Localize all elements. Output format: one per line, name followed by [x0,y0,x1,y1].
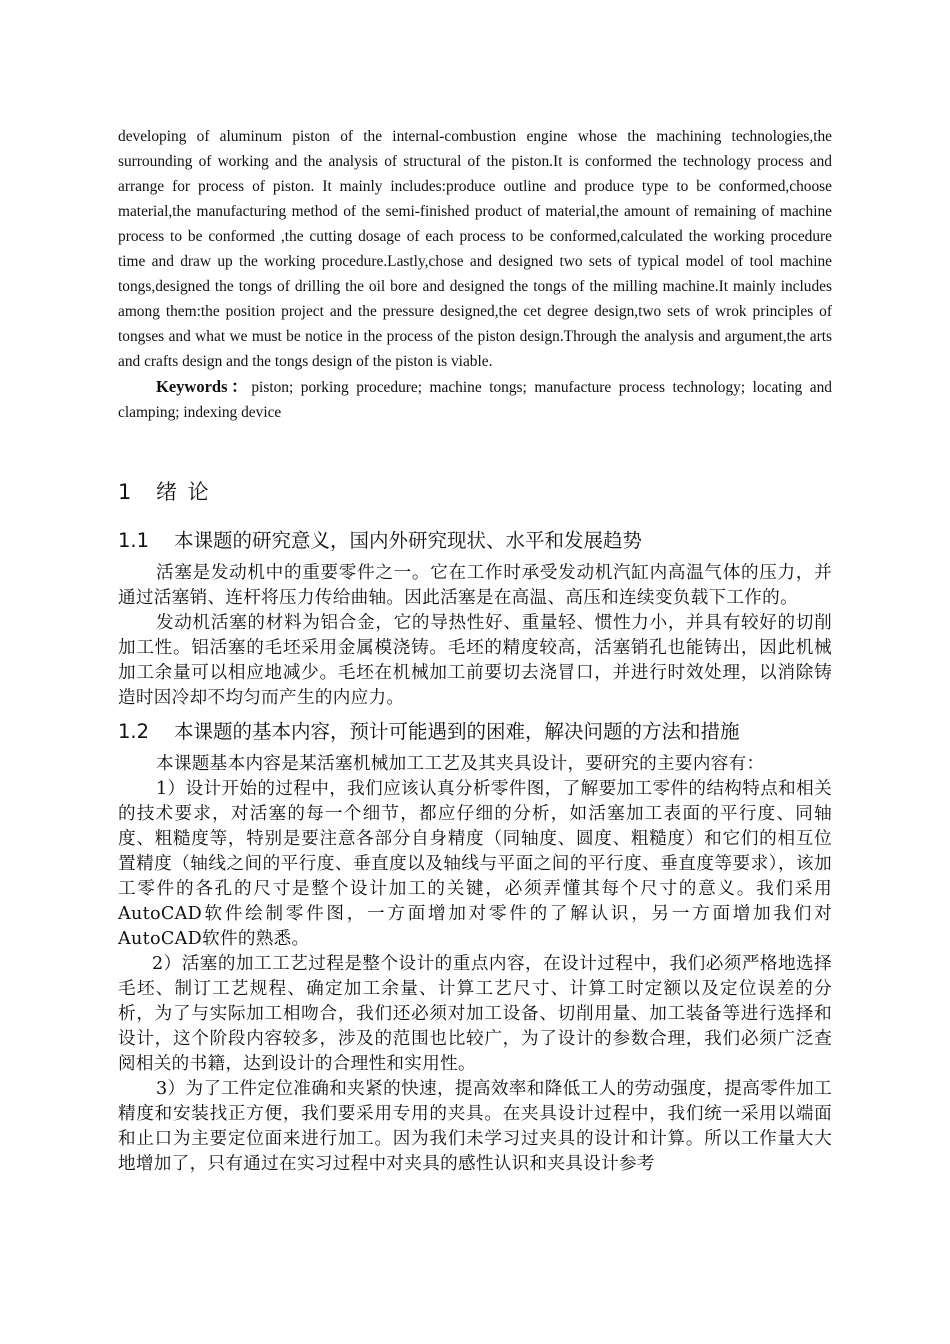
keywords-label: Keywords： [156,377,252,396]
keywords-paragraph [118,374,832,425]
section-title: 本课题的基本内容，预计可能遇到的困难，解决问题的方法和措施 [174,720,740,743]
body-paragraph: 活塞是发动机中的重要零件之一。它在工作时承受发动机汽缸内高温气体的压力，并通过活塞销、连杆将压力传给曲轴。因此活塞是在高温、高压和连续变负载下工作的。 [118,563,832,608]
list-item: 3）为了工件定位准确和夹紧的快速，提高效率和降低工人的劳动强度，提高零件加工精度和安装找正方便，我们要采用专用的夹具。在夹具设计过程中，我们统一采用以端面和止口为主要定位面来进行加工。因为我们未学习过夹具的设计和计算。所以工作量大大地增加了，只有通过在实习过程中对夹具的感性认识和夹具设计参考 [118,1079,832,1174]
section-heading-1-1 [118,528,832,554]
chapter-number: 1 [118,480,134,504]
section-title: 本课题的研究意义，国内外研究现状、水平和发展趋势 [174,529,643,552]
abstract-body: developing of aluminum piston of the internal-combustion engine whose the machining technologies,the surrounding of working and the analysis of structural of the piston.It is conformed the technology process and arrange for process of piston. It mainly includes:produce outline and produce type to be conformed,choose material,the manufacturing method of the semi-finished product of material,the amount of remaining of machine process to be conformed ,the cutting dosage of each process to be conformed,calculated the working procedure time and draw up the working procedure.Lastly,chose and designed two sets of typical model of tool machine tongs,designed the tongs of drilling the oil bore and designed the tongs of the milling machine.It mainly includes among them:the position project and the pressure designed,the cet degree design,two sets of wrok principles of tongses and what we must be notice in the process of the piston design.Through the analysis and argument,the arts and crafts design and the tongs design of the piston is viable. [118,128,832,370]
chapter-title: 绪 论 [156,480,211,504]
list-item: 2）活塞的加工工艺过程是整个设计的重点内容，在设计过程中，我们必须严格地选择毛坯、制订工艺规程、确定加工余量、计算工艺尺寸、计算工时定额以及定位误差的分析，为了与实际加工相吻合，我们还必须对加工设备、切削用量、加工装备等进行选择和设计，这个阶段内容较多，涉及的范围也比较广，为了设计的参数合理，我们必须广泛查阅相关的书籍，达到设计的合理性和实用性。 [118,954,832,1074]
body-paragraph: 发动机活塞的材料为铝合金，它的导热性好、重量轻、惯性力小，并具有较好的切削加工性。铝活塞的毛坯采用金属模浇铸。毛坯的精度较高，活塞销孔也能铸出，因此机械加工余量可以相应地减少。毛坯在机械加工前要切去浇冒口，并进行时效处理，以消除铸造时因冷却不均匀而产生的内应力。 [118,613,832,708]
list-item: 1）设计开始的过程中，我们应该认真分析零件图，了解要加工零件的结构特点和相关的技术要求，对活塞的每一个细节，都应仔细的分析，如活塞加工表面的平行度、同轴度、粗糙度等，特别是要注意各部分自身精度（同轴度、圆度、粗糙度）和它们的相互位置精度（轴线之间的平行度、垂直度以及轴线与平面之间的平行度、垂直度等要求），该加工零件的各孔的尺寸是整个设计加工的关键，必须弄懂其每个尺寸的意义。我们采用AutoCAD软件绘制零件图，一方面增加对零件的了解认识，另一方面增加我们对AutoCAD软件的熟悉。 [118,779,832,949]
section-heading-1-2 [118,719,832,745]
chapter-heading [118,478,832,506]
document-page [118,124,832,1177]
body-paragraph: 本课题基本内容是某活塞机械加工工艺及其夹具设计，要研究的主要内容有： [156,754,765,774]
keywords-text: piston; porking procedure; machine tongs; manufacture process technology; locating and clamping; indexing device [118,379,832,421]
section-number: 1.1 [118,529,150,552]
section-number: 1.2 [118,720,150,743]
